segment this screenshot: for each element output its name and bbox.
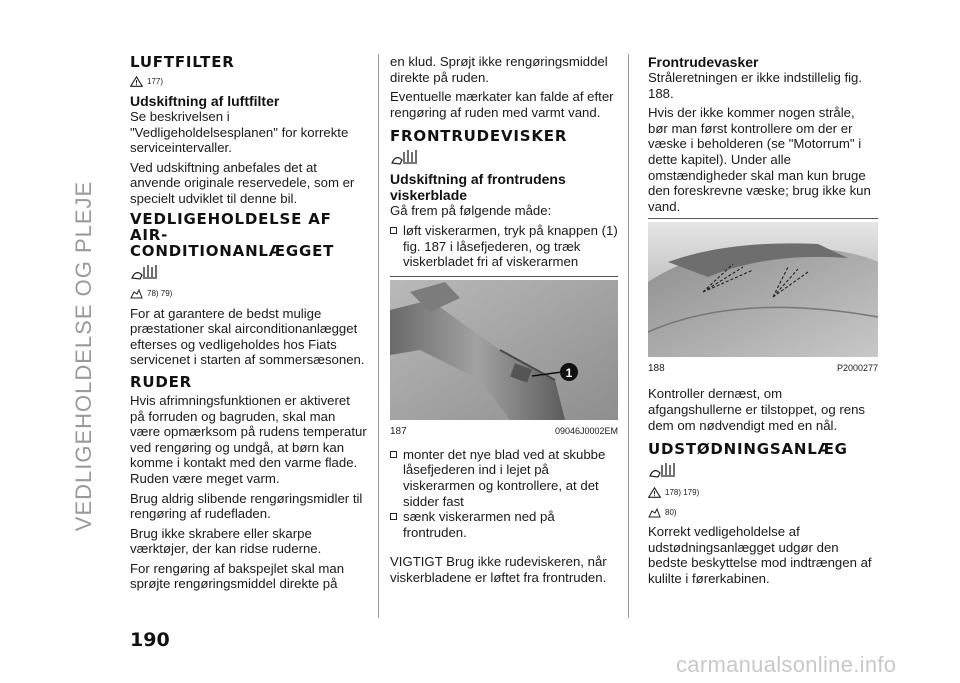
wrench-fan-icon (648, 461, 682, 479)
subheading-udskiftning-viskerblade: Udskiftning af frontrudens viskerblade (390, 171, 566, 204)
column-divider (378, 54, 379, 618)
figure-caption (648, 363, 878, 374)
paragraph: Se beskrivelsen i "Vedligeholdelsesplanen" for korrekte serviceintervaller. (130, 109, 349, 156)
figure-code: 09046J0002EM (554, 425, 618, 436)
warning-refs (648, 484, 878, 500)
column-3 (648, 54, 878, 591)
paragraph: Ved udskiftning anbefales det at anvende originale reservedele, som er specielt udviklet til denne bil. (130, 159, 355, 206)
ref-numbers: 78) 79) (147, 289, 173, 299)
paragraph: For rengøring af bakspejlet skal man sprøjte rengøringsmiddel direkte på (130, 560, 345, 592)
figure-callout: 1 (565, 365, 573, 380)
list-item (390, 509, 618, 540)
ref-numbers: 177) (147, 76, 164, 86)
ref-numbers: 178) 179) (665, 487, 700, 497)
paragraph: Stråleretningen er ikke indstillelig fig. 188. (648, 70, 863, 101)
footer-watermark: carmanualsonline.info (676, 652, 897, 677)
wrench-fan-icon (130, 263, 164, 281)
page-number: 190 (130, 629, 170, 651)
list-item-text: sænk viskerarmen ned på frontruden. (403, 509, 555, 540)
figure-top-rule (390, 276, 618, 277)
ref-numbers: 80) (665, 507, 677, 517)
paragraph: en klud. Sprøjt ikke rengøringsmiddel direkte på ruden. (390, 54, 608, 85)
heading-frontrudevisker: FRONTRUDEVISKER (390, 127, 568, 146)
list-item-text: monter det nye blad ved at skubbe låsefjederen ind i lejet på viskerarmen og kontrollere, at det sidder fast (403, 446, 606, 509)
heading-ruder: RUDER (130, 372, 192, 391)
wrench-fan-icon (390, 148, 424, 166)
service-icon-row (130, 262, 368, 282)
column-1 (130, 54, 368, 592)
paragraph: Brug aldrig slibende rengøringsmidler til rengøring af rudefladen. (130, 490, 363, 522)
service-icon-row (648, 460, 878, 480)
car-washer-photo (648, 222, 878, 357)
figure-caption (390, 426, 618, 437)
wiper-blade-photo (390, 280, 618, 420)
warning-triangle-icon (648, 487, 661, 498)
list-item-text: løft viskerarmen, tryk på knappen (1) fig. 187 i låsefjederen, og træk viskerbladet fri af viskerarmen (403, 222, 618, 270)
paragraph: For at garantere de bedst mulige præstationer skal airconditionanlægget efterses og vedligeholdes hos Fiats servicenet i starten af sommersæsonen. (130, 305, 365, 368)
figure-top-rule (648, 218, 878, 219)
paragraph: Kontroller dernæst, om afgangshullerne er tilstoppet, og rens dem om nødvendigt med en nål. (648, 386, 866, 433)
column-2 (390, 54, 618, 590)
bullet-square-icon (390, 227, 397, 234)
heading-udstoedningsanlaeg: UDSTØDNINGSANLÆG (648, 440, 848, 459)
bullet-square-icon (390, 513, 397, 520)
subheading-udskiftning-luftfilter: Udskiftning af luftfilter (130, 93, 280, 109)
warning-triangle-icon (130, 76, 143, 87)
figure-number: 188 (648, 363, 665, 375)
paragraph: Korrekt vedligeholdelse af udstødningsanlægget udgør den bedste beskyttelse mod indtrængen af kulilte i førerkabinen. (648, 524, 872, 586)
figure-code: P2000277 (836, 363, 878, 374)
paragraph: Eventuelle mærkater kan falde af efter rengøring af ruden med varmt vand. (390, 89, 614, 120)
heading-luftfilter: LUFTFILTER (130, 53, 235, 71)
figure-187 (390, 280, 618, 437)
list-item (390, 447, 618, 509)
subheading-frontrudevasker: Frontrudevasker (648, 54, 759, 70)
hand-warning-icon (648, 507, 661, 518)
warning-refs (648, 504, 878, 520)
paragraph: Brug ikke skrabere eller skarpe værktøjer, der kan ridse ruderne. (130, 525, 322, 557)
paragraph-important: VIGTIGT Brug ikke rudeviskeren, når viskerbladene er løftet fra frontruden. (390, 554, 607, 585)
figure-188 (648, 222, 878, 374)
hand-warning-icon (130, 288, 143, 299)
heading-aircon: VEDLIGEHOLDELSE AF AIR-CONDITIONANLÆGGET (130, 209, 335, 260)
paragraph: Gå frem på følgende måde: (390, 203, 552, 219)
paragraph: Hvis afrimningsfunktionen er aktiveret på forruden og bagruden, skal man være opmærksom på rudens temperatur ved rengøring og undgå, at børn kan komme i kontakt med den varme flade. Ruden være meget varm. (130, 392, 367, 486)
bullet-square-icon (390, 451, 397, 458)
warning-refs (130, 286, 368, 302)
paragraph: Hvis der ikke kommer nogen stråle, bør man først kontrollere om der er væske i beholderen (se "Motorrum" i dette kapitel). Under alle omstændigheder skal man kun bruge den foreskrevne væske; brug ikke kun vand. (648, 105, 871, 214)
warning-refs (130, 73, 368, 89)
service-icon-row (390, 147, 618, 167)
column-divider (628, 54, 629, 618)
list-item (390, 223, 618, 270)
figure-number: 187 (390, 425, 407, 437)
